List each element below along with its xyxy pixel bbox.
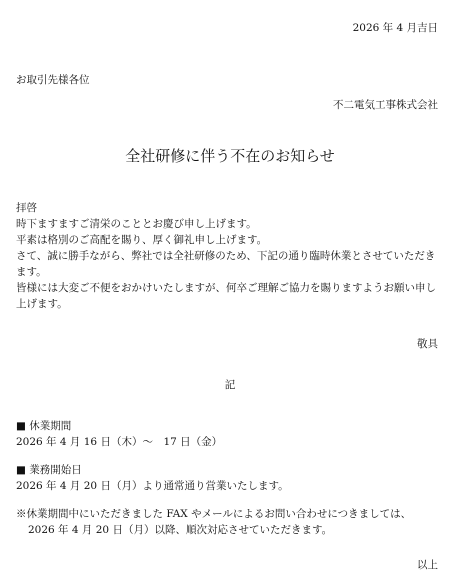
body-paragraph: 皆様には大変ご不便をおかけいたしますが、何卒ご理解ご協力を賜りますようお願い申し上げます。 [16,282,436,310]
note-line: 2026 年 4 月 20 日（月）以降、順次対応させていただきます。 [28,524,333,536]
holiday-period-value: 2026 年 4 月 16 日（木）～ 17 日（金） [16,436,223,448]
closing-ijou: 以上 [417,559,438,571]
letter-body [16,200,440,312]
closing-greeting: 敬具 [417,338,438,350]
sender-company: 不二電気工事株式会社 [333,99,438,111]
document-date: 2026 年 4 月吉日 [352,22,438,34]
opening-greeting: 拝啓 [16,202,37,214]
business-resume-label: ■ 業務開始日 [16,464,82,476]
recipient: お取引先様各位 [16,74,90,86]
body-paragraph: さて、誠に勝手ながら、弊社では全社研修のため、下記の通り臨時休業とさせていただきます。 [16,250,436,278]
business-resume-value: 2026 年 4 月 20 日（月）より通常通り営業いたします。 [16,480,289,492]
body-paragraph: 時下ますますご清栄のこととお慶び申し上げます。 [16,218,257,230]
holiday-period-label: ■ 休業期間 [16,420,72,432]
note-line: ※休業期間中にいただきました FAX やメールによるお問い合わせにつきましては、 [16,508,412,520]
body-paragraph: 平素は格別のご高配を賜り、厚く御礼申し上げます。 [16,234,268,246]
ki-heading: 記 [224,379,236,391]
document-title: 全社研修に伴う不在のお知らせ [125,147,335,165]
